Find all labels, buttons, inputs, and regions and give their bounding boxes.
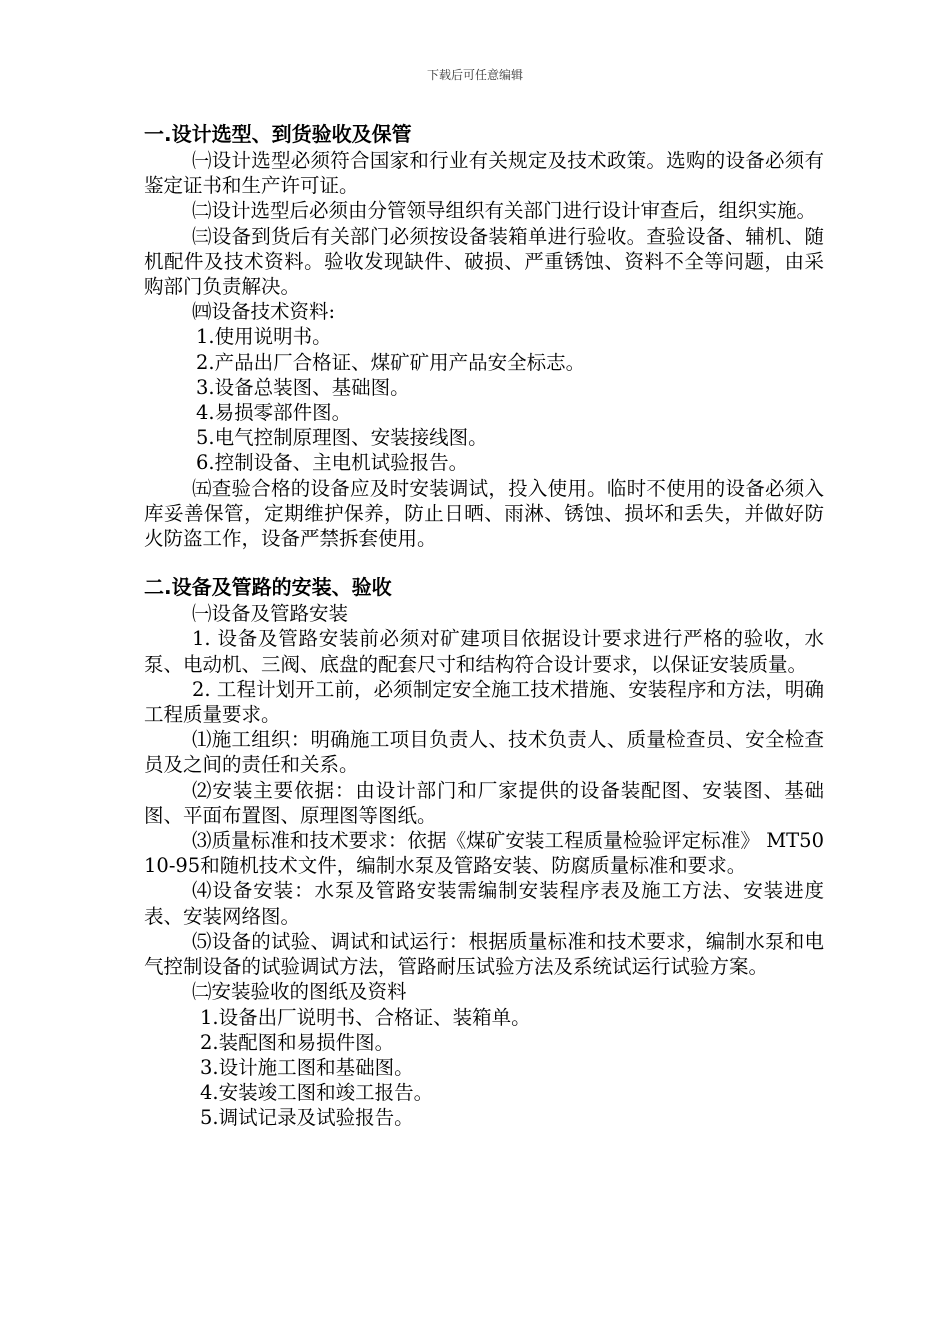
section-1-list-item: 5.电气控制原理图、安装接线图。	[196, 426, 488, 450]
section-1-heading: 一.设计选型、到货验收及保管	[144, 122, 412, 146]
section-2-clause-2: ⑵安装主要依据：由设计部门和厂家提供的设备装配图、安装图、基础图、平面布置图、原理图等图纸。	[144, 778, 824, 827]
section-2-heading: 二.设备及管路的安装、验收	[144, 575, 392, 600]
section-2-list-item: 3.设计施工图和基础图。	[200, 1055, 414, 1079]
section-2-subheading-1: ㈠设备及管路安装	[192, 602, 349, 626]
section-2-subheading-2: ㈡安装验收的图纸及资料	[192, 980, 407, 1004]
section-1-list-item: 4.易损零部件图。	[196, 401, 352, 425]
page-header-note: 下载后可任意编辑	[426, 68, 523, 82]
section-1-paragraph-1: ㈠设计选型必须符合国家和行业有关规定及技术政策。选购的设备必须有鉴定证书和生产许可证。	[144, 149, 824, 198]
section-1-list-item: 1.使用说明书。	[196, 325, 332, 349]
section-1-paragraph-2: ㈡设计选型后必须由分管领导组织有关部门进行设计审查后，组织实施。	[192, 199, 817, 223]
section-2-clause-1: ⑴施工组织：明确施工项目负责人、技术负责人、质量检查员、安全检查员及之间的责任和关系。	[144, 728, 824, 777]
section-1-list-item: 2.产品出厂合格证、煤矿矿用产品安全标志。	[196, 350, 586, 374]
section-2-clause-3: ⑶质量标准和技术要求：依据《煤矿安装工程质量检验评定标准》 MT5010-95和随机技术文件，编制水泵及管路安装、防腐质量标准和要求。	[144, 829, 824, 878]
section-1-list-item: 3.设备总装图、基础图。	[196, 375, 410, 399]
section-2-clause-5: ⑸设备的试验、调试和试运行：根据质量标准和技术要求，编制水泵和电气控制设备的试验调试方法，管路耐压试验方法及系统试运行试验方案。	[144, 929, 824, 979]
section-2-numbered-1: 1. 设备及管路安装前必须对矿建项目依据设计要求进行严格的验收，水泵、电动机、三阀、底盘的配套尺寸和结构符合设计要求，以保证安装质量。	[144, 627, 824, 676]
section-2-list-item: 5.调试记录及试验报告。	[200, 1106, 414, 1130]
section-1-list-item: 6.控制设备、主电机试验报告。	[196, 451, 469, 475]
section-2-list-item: 2.装配图和易损件图。	[200, 1030, 395, 1054]
section-2-clause-4: ⑷设备安装：水泵及管路安装需编制安装程序表及施工方法、安装进度表、安装网络图。	[144, 879, 824, 928]
document-body	[144, 120, 824, 1131]
section-1-paragraph-4: ㈣设备技术资料:	[192, 300, 336, 324]
section-1-paragraph-5: ㈤查验合格的设备应及时安装调试，投入使用。临时不使用的设备必须入库妥善保管，定期维护保养，防止日晒、雨淋、锈蚀、损坏和丢失，并做好防火防盗工作，设备严禁拆套使用。	[144, 476, 824, 551]
section-2-list-item: 1.设备出厂说明书、合格证、装箱单。	[200, 1005, 531, 1029]
section-2-numbered-2: 2. 工程计划开工前，必须制定安全施工技术措施、安装程序和方法，明确工程质量要求。	[144, 677, 824, 727]
section-1-paragraph-3: ㈢设备到货后有关部门必须按设备装箱单进行验收。查验设备、辅机、随机配件及技术资料。验收发现缺件、破损、严重锈蚀、资料不全等问题，由采购部门负责解决。	[144, 224, 824, 299]
section-2-list-item: 4.安装竣工图和竣工报告。	[200, 1081, 434, 1105]
